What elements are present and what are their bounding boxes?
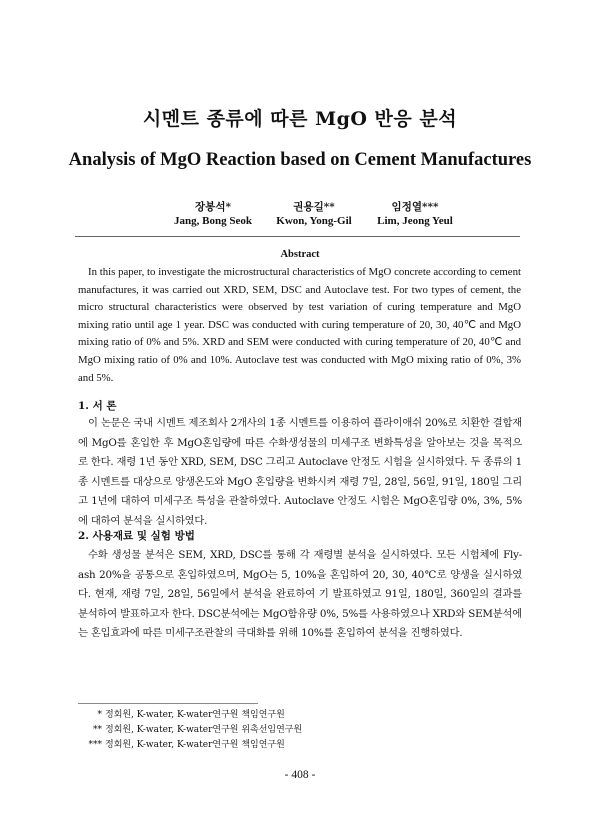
page-number: - 408 - [284, 769, 316, 781]
section-text-materials-methods: 수화 생성물 분석은 SEM, XRD, DSC를 통해 각 재령별 분석을 실시하였다. 모든 시험체에 Fly-ash 20%을 공통으로 혼입하였으며, MgO는 5, 10%을 혼입하여 20, 30, 40℃로 양생을 실시하였다. 현재, 재령 7일, 28일, 56일에서 분석을 완료하여 기 발표하였고 91일, 180일, 360일의 결과를 분석하여 발표하고자 한다. DSC분석에는 MgO함유량 0%, 5%를 사용하였으나 XRD와 SEM분석에는 혼입효과에 따른 미세구조관찰의 극대화를 위해 10%를 혼입하여 분석을 진행하였다. [78, 549, 522, 639]
footnote-mark: * [97, 710, 102, 720]
header-divider [75, 236, 520, 237]
abstract-heading: Abstract [280, 249, 320, 260]
author-name-en: Lim, Jeong Yeul [377, 215, 453, 227]
footnote-2 [78, 722, 302, 735]
title-english: Analysis of MgO Reaction based on Cement Manufactures [68, 150, 532, 170]
section-text-introduction: 이 논문은 국내 시멘트 제조회사 2개사의 1종 시멘트를 이용하여 플라이애쉬 20%로 치환한 결합재에 MgO를 혼입한 후 MgO혼입량에 따른 수화생성물의 미세구조 변화특성을 알아보는 것을 목적으로 한다. 재령 1년 동안 XRD, SEM, DSC 그리고 Autoclave 안정도 시험을 실시하였다. 두 종류의 1종 시멘트를 대상으로 양생온도와 MgO 혼입량을 변화시켜 재령 7일, 28일, 56일, 91일, 180일 그리고 1년에 대하여 미세구조 특성을 관찰하였다. Autoclave 안정도 시험은 MgO혼입량 0%, 3%, 5%에 대하여 분석을 실시하였다. [78, 417, 522, 527]
section-heading-materials-methods: 2. 사용재료 및 실험 방법 [78, 530, 195, 542]
footnote-text: 정회원, K-water, K-water연구원 책임연구원 [105, 710, 285, 720]
section-heading-introduction: 1. 서 론 [78, 400, 117, 412]
footnote-1 [78, 707, 285, 720]
footnote-text: 정회원, K-water, K-water연구원 책임연구원 [105, 740, 285, 750]
title-korean: 시멘트 종류에 따른 MgO 반응 분석 [142, 108, 458, 130]
author-3 [355, 199, 475, 227]
footnote-divider [78, 703, 258, 704]
footnote-3 [78, 737, 285, 750]
abstract-text: In this paper, to investigate the microstructural characteristics of MgO concrete according to cement manufactures, it was carried out XRD, SEM, DSC and Autoclave test. For two types of cement, the micro structural characteristics were observed by test variation of curing temperature and MgO mixing ratio until age 1 year. DSC was conducted with curing temperature of 20, 30, 40℃ and MgO mixing ratio of 0% and 5%. XRD and SEM were conducted with curing temperature of 20, 40℃ and MgO mixing ratio of 0% and 10%. Autoclave test was conducted with MgO mixing ratio of 0%, 3% and 5%. [78, 266, 521, 384]
author-name-en: Jang, Bong Seok [174, 215, 252, 227]
author-name-ko: 임정열*** [391, 201, 439, 213]
author-name-ko: 권용길** [293, 201, 335, 213]
author-name-en: Kwon, Yong-Gil [276, 215, 352, 227]
footnote-mark: ** [93, 725, 102, 735]
footnote-mark: *** [88, 740, 102, 750]
footnote-text: 정회원, K-water, K-water연구원 위촉선임연구원 [105, 725, 303, 735]
author-name-ko: 장봉석* [195, 201, 231, 213]
